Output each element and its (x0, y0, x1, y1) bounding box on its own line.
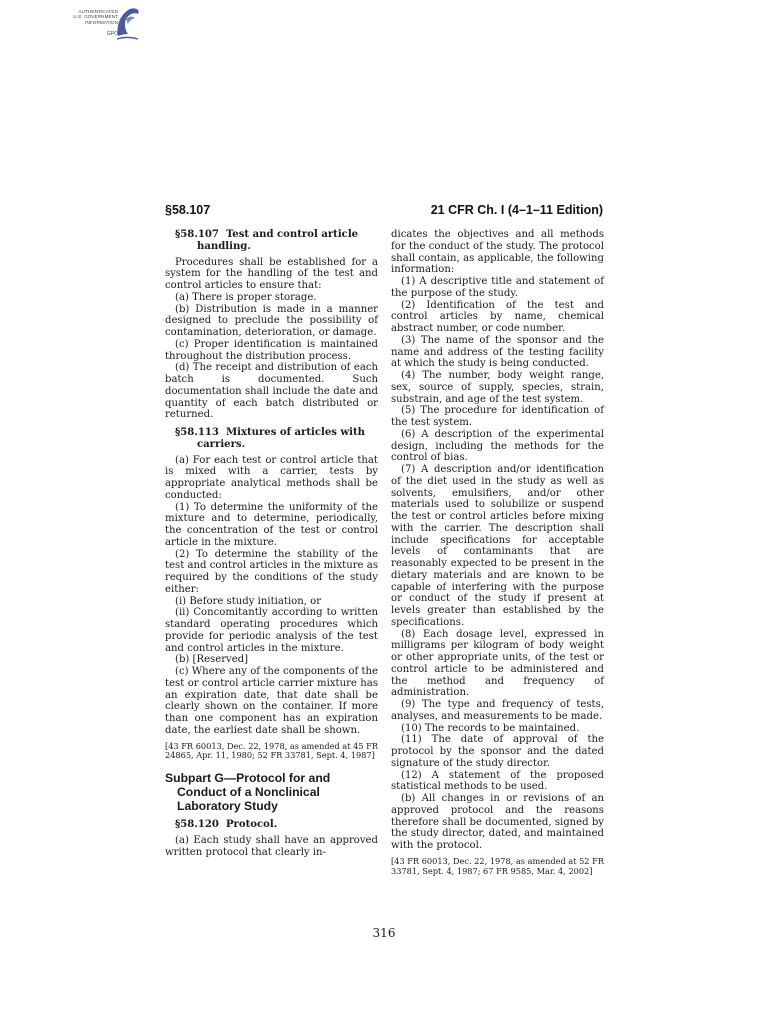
section-number: §58.107 (175, 229, 219, 240)
paragraph: (2) Identification of the test and control articles by name, chemical abstract number, or code number. (391, 299, 604, 334)
left-column (165, 229, 378, 858)
page-number: 316 (372, 926, 396, 940)
eagle-icon (114, 6, 142, 42)
section-title: Test and control article handling. (197, 229, 359, 252)
paragraph: (1) To determine the uniformity of the mixture and to determine, periodically, the concentration of the test or control article in the mixture. (165, 501, 378, 548)
citation: [43 FR 60013, Dec. 22, 1978, as amended at 52 FR 33781, Sept. 4, 1987; 67 FR 9585, Mar. 4, 2002] (391, 855, 604, 876)
section-58-113-heading (165, 427, 378, 451)
logo-line-2: U.S. GOVERNMENT (73, 14, 118, 20)
paragraph: (7) A description and/or identification of the diet used in the study as well as solvents, emulsifiers, and/or other materials used to solubilize or suspend the test or control articles before mixing with the carrier. The description shall include specifications for acceptable levels of contaminants that are reasonably expected to be present in the dietary materials and are known to be capable of interfering with the purpose or conduct of the study if present at levels greater than established by the specifications. (391, 464, 604, 628)
paragraph: (2) To determine the stability of the test and control articles in the mixture as required by the conditions of the study either: (165, 548, 378, 595)
right-column (391, 229, 604, 882)
paragraph: (c) Proper identification is maintained throughout the distribution process. (165, 338, 378, 362)
logo-line-1: AUTHENTICATED (78, 9, 118, 14)
paragraph: (3) The name of the sponsor and the name and address of the testing facility at which the study is being conducted. (391, 334, 604, 370)
section-58-107-heading (165, 229, 378, 253)
gpo-authenticated-logo (58, 6, 142, 44)
paragraph: (i) Before study initiation, or (175, 595, 322, 607)
paragraph: (4) The number, body weight range, sex, source of supply, species, strain, substrain, and age of the test system. (391, 370, 604, 405)
paragraph: (d) The receipt and distribution of each batch is documented. Such documentation shall include the date and quantity of each batch distributed or returned. (165, 362, 378, 421)
paragraph: (c) Where any of the components of the test or control article carrier mixture has an expiration date, that date shall be clearly shown on the container. If more than one component has an expiration date, the earliest date shall be shown. (165, 666, 378, 736)
logo-line-3: INFORMATION (85, 19, 118, 25)
paragraph: (a) Each study shall have an approved written protocol that clearly in- (165, 834, 378, 858)
paragraph: (b) Distribution is made in a manner designed to preclude the possibility of contamination, deterioration, or damage. (165, 303, 378, 338)
section-58-120-heading (165, 819, 378, 831)
running-head-section: §58.107 (165, 203, 211, 217)
section-number: §58.120 (175, 819, 219, 831)
section-number: §58.113 (175, 427, 219, 438)
paragraph: dicates the objectives and all methods for the conduct of the study. The protocol shall contain, as applicable, the following information: (391, 229, 604, 276)
section-title: Protocol. (225, 819, 278, 831)
citation: [43 FR 60013, Dec. 22, 1978, as amended at 45 FR 24865, Apr. 11, 1980; 52 FR 33781, Sept. 4, 1987] (165, 740, 378, 761)
paragraph: (a) There is proper storage. (175, 291, 317, 303)
paragraph: (9) The type and frequency of tests, analyses, and measurements to be made. (391, 699, 604, 722)
subpart-g-heading: Subpart G—Protocol for and Conduct of a Nonclinical Laboratory Study (165, 771, 331, 814)
paragraph: (5) The procedure for identification of the test system. (391, 405, 604, 428)
paragraph: (a) For each test or control article that is mixed with a carrier, tests by appropriate analytical methods shall be conducted: (165, 454, 378, 501)
logo-text (58, 9, 118, 25)
paragraph: (11) The date of approval of the protocol by the sponsor and the dated signature of the study director. (391, 734, 604, 769)
paragraph: (ii) Concomitantly according to written standard operating procedures which provide for periodic analysis of the test and control articles in the mixture. (165, 607, 378, 654)
paragraph: (b) [Reserved] (175, 654, 249, 666)
paragraph: Procedures shall be established for a system for the handling of the test and control articles to ensure that: (165, 256, 378, 291)
logo-gpo-text: GPO (106, 31, 118, 37)
paragraph: (8) Each dosage level, expressed in milligrams per kilogram of body weight or other appropriate units, of the test or control article to be administered and the method and frequency of administration. (391, 628, 604, 699)
paragraph: (10) The records to be maintained. (401, 722, 580, 734)
paragraph: (12) A statement of the proposed statistical methods to be used. (391, 769, 604, 793)
paragraph: (6) A description of the experimental design, including the methods for the control of bias. (391, 428, 604, 464)
running-head-edition: 21 CFR Ch. I (4–1–11 Edition) (430, 203, 603, 217)
paragraph: (b) All changes in or revisions of an approved protocol and the reasons therefore shall be documented, signed by the study director, dated, and maintained with the protocol. (391, 793, 604, 851)
paragraph: (1) A descriptive title and statement of the purpose of the study. (391, 276, 604, 299)
section-title: Mixtures of articles with carriers. (197, 427, 365, 450)
